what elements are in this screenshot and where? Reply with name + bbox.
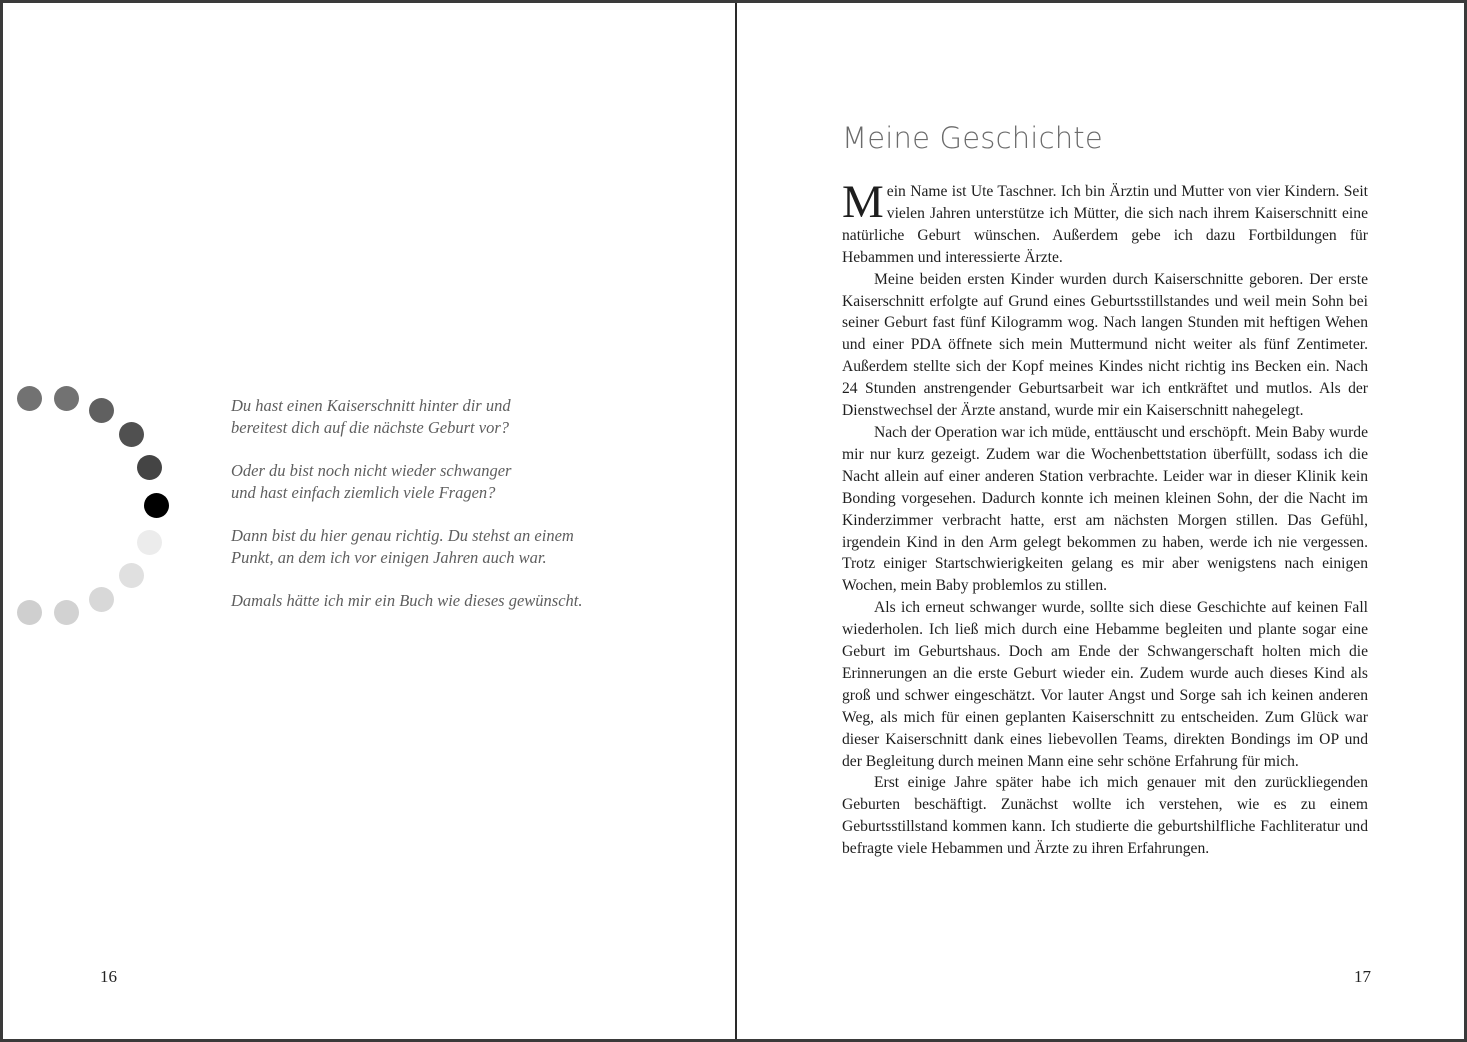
quote-paragraph: Du hast einen Kaiserschnitt hinter dir und bereitest dich auf die nächste Geburt vor? [231, 396, 511, 437]
page-number-left: 16 [100, 967, 117, 986]
spinner-dot [137, 530, 162, 555]
body-paragraph: Nach der Operation war ich müde, enttäuscht und erschöpft. Mein Baby wurde mir nur kurz gezeigt. Zudem war die Wochenbettstation überfüllt, sodass ich die Nacht allein auf einer anderen Station verbrachte. Leider war in dieser Klinik kein Bonding vorgesehen. Dadurch konnte ich meinen kleinen Sohn, der die Nacht im Kinderzimmer verbracht hatte, erst am nächsten Morgen stillen. Das Gefühl, irgendein Kind in den Arm gelegt bekommen zu haben, werde ich nie vergessen. Trotz einiger Startschwierigkeiten gelang es mir aber wenigstens nach einigen Wochen, mein Baby problemlos zu stillen. [842, 423, 1368, 595]
spinner-dot [17, 386, 42, 411]
body-paragraph [842, 176, 1368, 269]
spinner-dot [89, 587, 114, 612]
left-page [3, 3, 735, 1039]
first-paragraph-text: ein Name ist Ute Taschner. Ich bin Ärztin und Mutter von vier Kindern. Seit vielen Jahren unterstütze ich Mütter, die sich nach ihrem Kaiserschnitt eine natürliche Geburt wünschen. Außerdem gebe ich dazu Fortbildungen für Hebammen und interessierte Ärzte. [842, 183, 1368, 266]
spinner-dot [119, 563, 144, 588]
spinner-dot [144, 493, 169, 518]
spinner-dot [137, 455, 162, 480]
spinner-dot [54, 600, 79, 625]
spinner-dot [119, 422, 144, 447]
chapter-title: Meine Geschichte [842, 121, 1103, 155]
drop-cap: M [842, 176, 884, 228]
body-paragraph: Erst einige Jahre später habe ich mich genauer mit den zurückliegenden Geburten beschäftigt. Zunächst wollte ich verstehen, wie es zu einem Geburtsstillstand kommen kann. Ich studierte die geburtshilfliche Fachliteratur und befragte viele Hebammen und Ärzte zu ihren Erfahrungen. [842, 774, 1368, 858]
intro-quote [231, 395, 651, 633]
quote-paragraph: Oder du bist noch nicht wieder schwanger und hast einfach ziemlich viele Fragen? [231, 461, 512, 502]
body-paragraph: Meine beiden ersten Kinder wurden durch Kaiserschnitte geboren. Der erste Kaiserschnitt erfolgte auf Grund eines Geburtsstillstandes und weil mein Sohn bei seiner Geburt fast fünf Kilogramm wog. Nach langen Stunden mit heftigen Wehen und einer PDA öffnete sich mein Muttermund nicht weiter als fünf Zentimeter. Außerdem stellte sich der Kopf meines Kindes nicht richtig ins Becken ein. Nach 24 Stunden anstrengender Geburtsarbeit war ich entkräftet und mutlos. Als der Dienstwechsel der Ärzte anstand, wurde mir ein Kaiserschnitt nahegelegt. [842, 270, 1368, 420]
body-paragraph: Als ich erneut schwanger wurde, sollte sich diese Geschichte auf keinen Fall wiederholen. Ich ließ mich durch eine Hebamme begleiten und plante sogar eine Geburt im Geburtshaus. Doch am Ende der Schwangerschaft holten mich die Erinnerungen an die erste Geburt wieder ein. Zudem wurde auch dieses Kind als groß und schwer eingeschätzt. Vor lauter Angst und Sorge sah ich keinen anderen Weg, als mich für einen geplanten Kaiserschnitt zu entscheiden. Zum Glück war dieser Kaiserschnitt dank eines liebevollen Teams, direkten Bondings im OP und der Begleitung durch meinen Mann eine sehr schöne Erfahrung für mich. [842, 599, 1368, 770]
page-number-right: 17 [1354, 967, 1371, 986]
spinner-dot [89, 398, 114, 423]
chapter-body [842, 176, 1368, 860]
spinner-dot [17, 600, 42, 625]
quote-paragraph: Damals hätte ich mir ein Buch wie dieses gewünscht. [231, 591, 583, 610]
spinner-dot [54, 386, 79, 411]
right-page [737, 3, 1464, 1039]
quote-paragraph: Dann bist du hier genau richtig. Du stehst an einem Punkt, an dem ich vor einigen Jahren auch war. [231, 526, 574, 567]
